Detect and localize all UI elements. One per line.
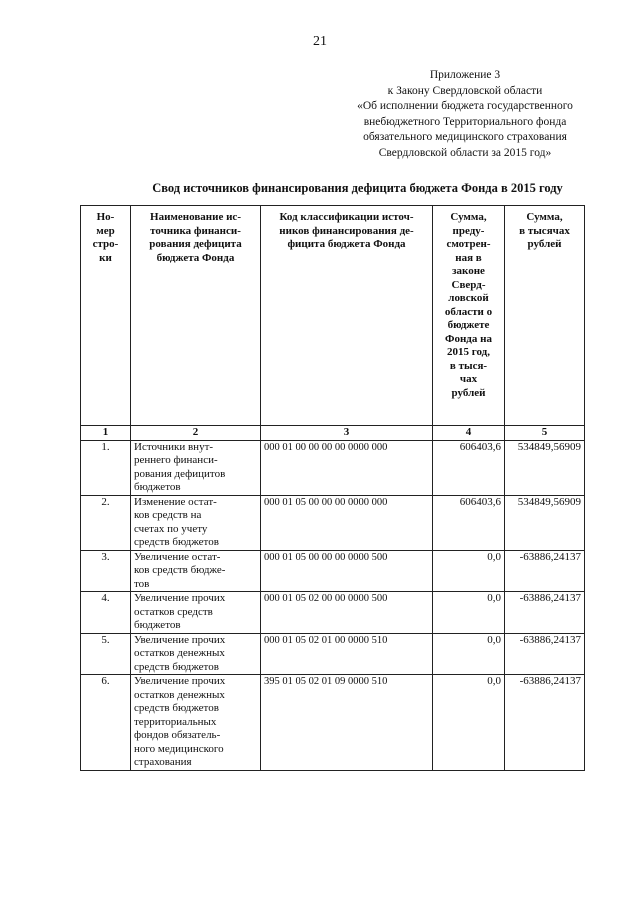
row-class-code: 395 01 05 02 01 09 0000 510 xyxy=(261,675,433,771)
row-planned-amount: 0,0 xyxy=(433,633,505,675)
column-header-actual: Сумма, в тысячах рублей xyxy=(505,206,585,426)
table-row xyxy=(81,592,585,634)
row-planned-amount: 0,0 xyxy=(433,592,505,634)
row-planned-amount: 606403,6 xyxy=(433,495,505,550)
row-source-name: Увеличение прочих остатков денежных средств бюджетов территориальных фондов обязатель- ного медицинского страхования xyxy=(131,675,261,771)
row-actual-amount: 534849,56909 xyxy=(505,440,585,495)
column-header-number: Но- мер стро- ки xyxy=(81,206,131,426)
row-number: 3. xyxy=(81,550,131,592)
appendix-line: к Закону Свердловской области xyxy=(387,84,543,97)
table-row xyxy=(81,550,585,592)
table-header-row xyxy=(81,206,585,426)
table-row xyxy=(81,633,585,675)
row-number: 5. xyxy=(81,633,131,675)
appendix-line: Свердловской области за 2015 год» xyxy=(378,146,552,159)
row-number: 1. xyxy=(81,440,131,495)
row-source-name: Увеличение остат- ков средств бюдже- тов xyxy=(131,550,261,592)
row-number: 2. xyxy=(81,495,131,550)
column-number: 5 xyxy=(505,426,585,441)
document-title: Свод источников финансирования дефицита бюджета Фонда в 2015 году xyxy=(152,181,563,195)
appendix-line: обязательного медицинского страхования xyxy=(363,131,567,143)
row-source-name: Источники внут- реннего финанси- рования дефицитов бюджетов xyxy=(131,440,261,495)
appendix-line: «Об исполнении бюджета государственного xyxy=(357,100,573,112)
column-header-name: Наименование ис- точника финанси- рования дефицита бюджета Фонда xyxy=(131,206,261,426)
row-actual-amount: -63886,24137 xyxy=(505,675,585,771)
appendix-line: внебюджетного Территориального фонда xyxy=(363,115,567,128)
column-number: 3 xyxy=(261,426,433,441)
row-class-code: 000 01 05 02 01 00 0000 510 xyxy=(261,633,433,675)
table-row xyxy=(81,440,585,495)
row-planned-amount: 606403,6 xyxy=(433,440,505,495)
column-header-planned: Сумма, преду- смотрен- ная в законе Сверд- ловской области о бюджете Фонда на 2015 год, в тыся- чах рублей xyxy=(433,206,505,426)
appendix-header xyxy=(300,68,630,161)
column-number: 4 xyxy=(433,426,505,441)
row-number: 6. xyxy=(81,675,131,771)
row-source-name: Увеличение прочих остатков средств бюджетов xyxy=(131,592,261,634)
column-number: 1 xyxy=(81,426,131,441)
row-class-code: 000 01 05 02 00 00 0000 500 xyxy=(261,592,433,634)
table-row xyxy=(81,675,585,771)
financing-sources-table xyxy=(80,205,585,771)
column-number: 2 xyxy=(131,426,261,441)
column-header-code: Код классификации источ- ников финансирования де- фицита бюджета Фонда xyxy=(261,206,433,426)
row-actual-amount: -63886,24137 xyxy=(505,550,585,592)
row-number: 4. xyxy=(81,592,131,634)
row-source-name: Увеличение прочих остатков денежных средств бюджетов xyxy=(131,633,261,675)
row-source-name: Изменение остат- ков средств на счетах по учету средств бюджетов xyxy=(131,495,261,550)
row-actual-amount: -63886,24137 xyxy=(505,633,585,675)
column-number-row xyxy=(81,426,585,441)
row-actual-amount: 534849,56909 xyxy=(505,495,585,550)
row-actual-amount: -63886,24137 xyxy=(505,592,585,634)
row-class-code: 000 01 05 00 00 00 0000 500 xyxy=(261,550,433,592)
row-class-code: 000 01 00 00 00 00 0000 000 xyxy=(261,440,433,495)
row-planned-amount: 0,0 xyxy=(433,550,505,592)
page-number: 21 xyxy=(313,34,327,49)
row-planned-amount: 0,0 xyxy=(433,675,505,771)
table-row xyxy=(81,495,585,550)
row-class-code: 000 01 05 00 00 00 0000 000 xyxy=(261,495,433,550)
appendix-line: Приложение 3 xyxy=(429,69,501,81)
